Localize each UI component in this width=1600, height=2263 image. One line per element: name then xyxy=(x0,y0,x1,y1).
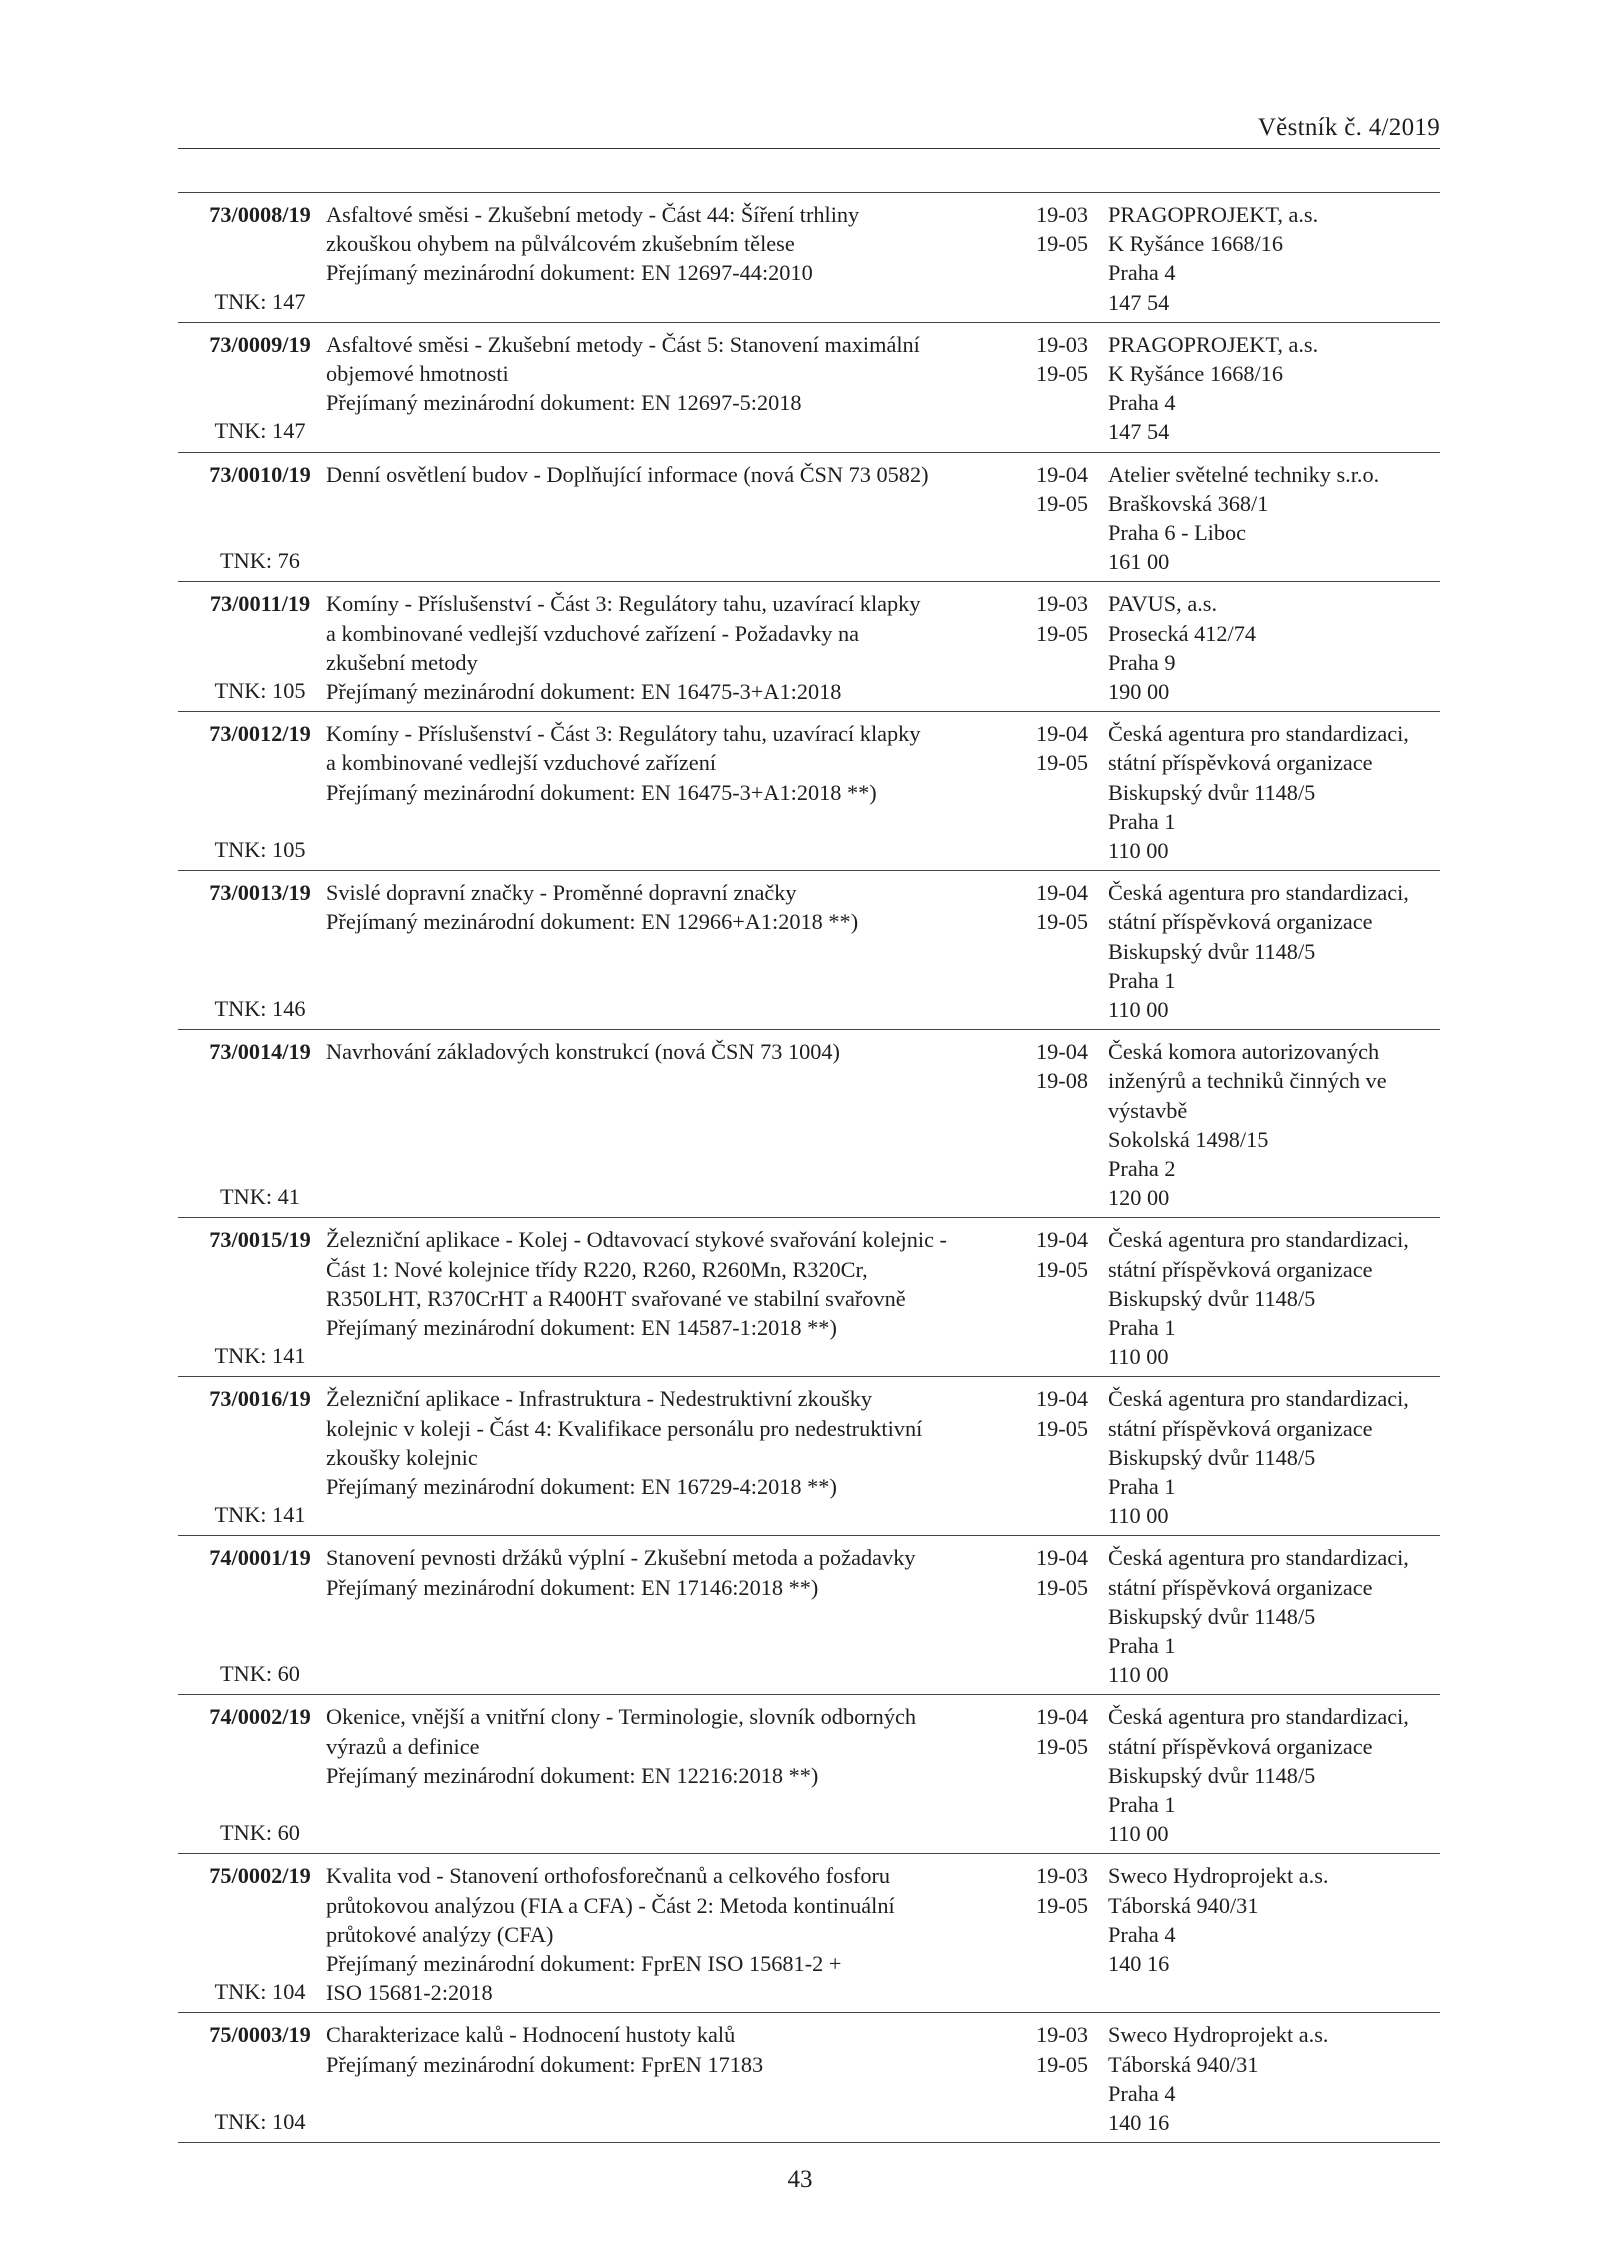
tnk-number: TNK: 147 xyxy=(214,288,306,314)
date-line: 19-04 xyxy=(1035,880,1089,906)
tnk-number: TNK: 60 xyxy=(220,1820,300,1846)
date-line: 19-05 xyxy=(1035,231,1089,257)
standard-title-line: Kvalita vod - Stanovení orthofosforečnanů a celkového fosforu xyxy=(326,1863,891,1889)
processor-line: 110 00 xyxy=(1108,1344,1169,1370)
standard-title-line: zkušební metody xyxy=(326,649,478,675)
standard-title-line: Přejímaný mezinárodní dokument: EN 12216:2018 **) xyxy=(326,1762,819,1788)
standard-title xyxy=(326,1384,1016,1501)
processor-line: Česká komora autorizovaných xyxy=(1108,1039,1380,1065)
processor-line: Praha 4 xyxy=(1108,260,1176,286)
processor-line: Biskupský dvůr 1148/5 xyxy=(1108,779,1316,805)
page-number: 43 xyxy=(787,2166,813,2193)
standard-code: 75/0003/19 xyxy=(209,2022,311,2048)
processor-line: 140 16 xyxy=(1108,2109,1170,2135)
standard-title-line: Přejímaný mezinárodní dokument: EN 16475-3+A1:2018 xyxy=(326,679,842,704)
processor-line: Táborská 940/31 xyxy=(1108,1892,1259,1918)
standard-entry xyxy=(178,1854,1440,2013)
standard-code: 73/0015/19 xyxy=(209,1227,311,1253)
processor-line: Atelier světelné techniky s.r.o. xyxy=(1108,461,1380,487)
standard-entry xyxy=(178,193,1440,323)
processor-line: 161 00 xyxy=(1108,549,1170,575)
standard-title-line: Přejímaný mezinárodní dokument: FprEN ISO 15681-2 + xyxy=(326,1950,842,1976)
processor-line: Česká agentura pro standardizaci, xyxy=(1108,1227,1409,1253)
date-line: 19-05 xyxy=(1035,1415,1089,1441)
standard-title xyxy=(326,1037,1016,1066)
tnk-number: TNK: 104 xyxy=(214,1979,306,2005)
standard-title-line: Část 1: Nové kolejnice třídy R220, R260, R260Mn, R320Cr, xyxy=(326,1256,868,1282)
processor-line: Česká agentura pro standardizaci, xyxy=(1108,1386,1409,1412)
dates xyxy=(1017,200,1107,258)
date-line: 19-03 xyxy=(1035,331,1089,357)
dates xyxy=(1017,719,1107,777)
standard-title-line: Přejímaný mezinárodní dokument: FprEN 17183 xyxy=(326,2051,764,2077)
dates xyxy=(1017,589,1107,647)
date-line: 19-05 xyxy=(1035,2051,1089,2077)
processor-line: Praha 1 xyxy=(1108,1791,1176,1817)
processor-line: 110 00 xyxy=(1108,997,1169,1022)
processor-line: Praha 2 xyxy=(1108,1156,1176,1181)
standard-code: 73/0009/19 xyxy=(209,331,311,357)
standard-entry xyxy=(178,453,1440,583)
tnk-number: TNK: 41 xyxy=(220,1184,300,1210)
processor-line: 120 00 xyxy=(1108,1185,1170,1211)
standard-entry xyxy=(178,871,1440,1030)
standard-title-line: Přejímaný mezinárodní dokument: EN 12697-5:2018 xyxy=(326,390,802,416)
processor-line: Táborská 940/31 xyxy=(1108,2051,1259,2077)
date-line: 19-04 xyxy=(1035,721,1089,747)
processor-line: PAVUS, a.s. xyxy=(1108,591,1218,617)
processor-line: PRAGOPROJEKT, a.s. xyxy=(1108,331,1319,357)
standard-title-line: Přejímaný mezinárodní dokument: EN 17146:2018 **) xyxy=(326,1574,819,1600)
standard-title-line: Železniční aplikace - Kolej - Odtavovací stykové svařování kolejnic - xyxy=(326,1227,947,1253)
processor-line: 140 16 xyxy=(1108,1950,1170,1976)
date-line: 19-04 xyxy=(1035,1704,1089,1730)
standard-title-line: Železniční aplikace - Infrastruktura - Nedestruktivní zkoušky xyxy=(326,1386,873,1412)
processor-line: Praha 1 xyxy=(1108,1632,1176,1658)
processor-line: Praha 1 xyxy=(1108,808,1176,834)
processor-line: Česká agentura pro standardizaci, xyxy=(1108,721,1409,747)
tnk-number: TNK: 146 xyxy=(214,995,306,1021)
processor-line: státní příspěvková organizace xyxy=(1108,750,1373,776)
processor-line: Praha 1 xyxy=(1108,1473,1176,1499)
processor xyxy=(1108,1543,1453,1689)
processor-line: 110 00 xyxy=(1108,1503,1169,1529)
standard-title-line: Přejímaný mezinárodní dokument: EN 12966+A1:2018 **) xyxy=(326,909,859,935)
date-line: 19-04 xyxy=(1035,461,1089,487)
processor-line: PRAGOPROJEKT, a.s. xyxy=(1108,202,1319,227)
date-line: 19-04 xyxy=(1035,1545,1089,1571)
standard-entry xyxy=(178,2013,1440,2143)
standard-title-line: Asfaltové směsi - Zkušební metody - Část 44: Šíření trhliny xyxy=(326,202,860,227)
standard-title xyxy=(326,878,1016,936)
processor-line: inženýrů a techniků činných ve xyxy=(1108,1068,1387,1094)
standard-title xyxy=(326,719,1016,807)
processor xyxy=(1108,200,1453,317)
date-line: 19-05 xyxy=(1035,1256,1089,1282)
date-line: 19-05 xyxy=(1035,1892,1089,1918)
standard-code: 74/0002/19 xyxy=(209,1704,311,1730)
standard-entry xyxy=(178,712,1440,871)
standard-code: 73/0010/19 xyxy=(209,461,311,487)
processor xyxy=(1108,1037,1453,1212)
standard-entry xyxy=(178,1218,1440,1377)
standards-list xyxy=(178,192,1440,2143)
date-line: 19-05 xyxy=(1035,1574,1089,1600)
standard-title-line: Přejímaný mezinárodní dokument: EN 16475-3+A1:2018 **) xyxy=(326,779,877,805)
date-line: 19-08 xyxy=(1035,1068,1089,1094)
standard-title xyxy=(326,1543,1016,1601)
standard-title-line: R350LHT, R370CrHT a R400HT svařované ve stabilní svařovně xyxy=(326,1285,906,1311)
standard-title xyxy=(326,200,1016,288)
tnk-number: TNK: 141 xyxy=(214,1502,306,1528)
date-line: 19-03 xyxy=(1035,2022,1089,2048)
standard-title-line: Charakterizace kalů - Hodnocení hustoty kalů xyxy=(326,2022,736,2048)
date-line: 19-03 xyxy=(1035,1863,1089,1889)
standard-entry xyxy=(178,1030,1440,1218)
standard-title xyxy=(326,1861,1016,2007)
standard-code: 73/0008/19 xyxy=(209,202,311,227)
standard-title-line: ISO 15681-2:2018 xyxy=(326,1980,493,2006)
processor-line: Sokolská 1498/15 xyxy=(1108,1126,1269,1152)
tnk-number: TNK: 147 xyxy=(214,418,306,444)
processor-line: Biskupský dvůr 1148/5 xyxy=(1108,1444,1316,1470)
dates xyxy=(1017,1384,1107,1442)
processor xyxy=(1108,460,1453,577)
date-line: 19-04 xyxy=(1035,1386,1089,1412)
date-line: 19-05 xyxy=(1035,1733,1089,1759)
date-line: 19-05 xyxy=(1035,620,1089,646)
standard-code: 73/0016/19 xyxy=(209,1386,311,1412)
dates xyxy=(1017,1702,1107,1760)
date-line: 19-05 xyxy=(1035,490,1089,516)
standard-title-line: Svislé dopravní značky - Proměnné dopravní značky xyxy=(326,880,797,906)
standard-entry xyxy=(178,1377,1440,1536)
processor-line: Biskupský dvůr 1148/5 xyxy=(1108,1285,1316,1311)
standard-title-line: a kombinované vedlejší vzduchové zařízení - Požadavky na xyxy=(326,620,860,646)
standard-entry xyxy=(178,1536,1440,1695)
standard-title-line: Komíny - Příslušenství - Část 3: Regulátory tahu, uzavírací klapky xyxy=(326,591,921,617)
processor-line: Česká agentura pro standardizaci, xyxy=(1108,1545,1409,1571)
tnk-number: TNK: 105 xyxy=(214,836,306,862)
standard-entry xyxy=(178,323,1440,453)
processor-line: státní příspěvková organizace xyxy=(1108,909,1373,935)
standard-code: 73/0011/19 xyxy=(209,591,311,617)
processor-line: Praha 6 - Liboc xyxy=(1108,520,1247,545)
processor xyxy=(1108,1702,1453,1848)
dates xyxy=(1017,1543,1107,1601)
standard-code: 73/0012/19 xyxy=(209,721,311,747)
dates xyxy=(1017,2020,1107,2078)
bulletin-title: Věstník č. 4/2019 xyxy=(1257,114,1440,141)
processor-line: 110 00 xyxy=(1108,838,1169,863)
dates xyxy=(1017,330,1107,388)
processor-line: Praha 4 xyxy=(1108,390,1176,416)
date-line: 19-05 xyxy=(1035,361,1089,386)
date-line: 19-04 xyxy=(1035,1039,1089,1065)
standard-title-line: Asfaltové směsi - Zkušební metody - Část 5: Stanovení maximální xyxy=(326,331,920,357)
processor xyxy=(1108,878,1453,1024)
processor-line: 147 54 xyxy=(1108,419,1170,445)
processor-line: Biskupský dvůr 1148/5 xyxy=(1108,1762,1316,1788)
processor-line: Prosecká 412/74 xyxy=(1108,620,1256,646)
processor-line: státní příspěvková organizace xyxy=(1108,1415,1373,1441)
date-line: 19-04 xyxy=(1035,1227,1089,1253)
processor-line: Praha 9 xyxy=(1108,649,1176,675)
processor-line: Sweco Hydroprojekt a.s. xyxy=(1108,2022,1329,2048)
processor xyxy=(1108,1225,1453,1371)
date-line: 19-05 xyxy=(1035,909,1089,935)
processor-line: Praha 1 xyxy=(1108,1314,1176,1340)
processor-line: Braškovská 368/1 xyxy=(1108,490,1269,516)
processor-line: K Ryšánce 1668/16 xyxy=(1108,361,1283,386)
dates xyxy=(1017,1037,1107,1095)
standard-title-line: zkouškou ohybem na půlválcovém zkušebním tělese xyxy=(326,231,795,257)
processor-line: Sweco Hydroprojekt a.s. xyxy=(1108,1863,1329,1889)
standard-title-line: Navrhování základových konstrukcí (nová ČSN 73 1004) xyxy=(326,1039,840,1065)
standard-title-line: výrazů a definice xyxy=(326,1733,480,1759)
standard-title xyxy=(326,589,1016,706)
date-line: 19-03 xyxy=(1035,202,1089,227)
tnk-number: TNK: 141 xyxy=(214,1343,306,1369)
standard-code: 75/0002/19 xyxy=(209,1863,311,1889)
standard-title-line: Přejímaný mezinárodní dokument: EN 12697-44:2010 xyxy=(326,260,813,286)
standard-title xyxy=(326,1225,1016,1342)
tnk-number: TNK: 60 xyxy=(220,1661,300,1687)
processor xyxy=(1108,589,1453,706)
processor-line: Praha 4 xyxy=(1108,2080,1176,2106)
processor-line: Česká agentura pro standardizaci, xyxy=(1108,1704,1409,1730)
standard-code: 73/0014/19 xyxy=(209,1039,311,1065)
standard-entry xyxy=(178,1695,1440,1854)
processor-line: 190 00 xyxy=(1108,679,1170,704)
standard-title-line: a kombinované vedlejší vzduchové zařízení xyxy=(326,750,717,776)
standard-title-line: Denní osvětlení budov - Doplňující informace (nová ČSN 73 0582) xyxy=(326,461,929,487)
standard-title-line: Stanovení pevnosti držáků výplní - Zkušební metoda a požadavky xyxy=(326,1545,916,1571)
processor-line: 110 00 xyxy=(1108,1821,1169,1847)
tnk-number: TNK: 105 xyxy=(214,677,306,703)
page-header xyxy=(178,108,1440,149)
standard-title xyxy=(326,2020,1016,2078)
processor-line: státní příspěvková organizace xyxy=(1108,1256,1373,1282)
processor-line: Praha 1 xyxy=(1108,967,1176,993)
standard-title xyxy=(326,330,1016,418)
standard-title-line: Přejímaný mezinárodní dokument: EN 14587-1:2018 **) xyxy=(326,1314,837,1340)
standard-title-line: průtokové analýzy (CFA) xyxy=(326,1921,554,1947)
processor xyxy=(1108,719,1453,865)
processor xyxy=(1108,1861,1453,1978)
processor-line: K Ryšánce 1668/16 xyxy=(1108,231,1283,257)
standard-entry xyxy=(178,582,1440,712)
standard-title-line: zkoušky kolejnic xyxy=(326,1444,478,1470)
dates xyxy=(1017,460,1107,518)
standard-code: 73/0013/19 xyxy=(209,880,311,906)
processor-line: Biskupský dvůr 1148/5 xyxy=(1108,1603,1316,1629)
processor-line: 147 54 xyxy=(1108,289,1170,315)
standard-title-line: objemové hmotnosti xyxy=(326,361,509,386)
tnk-number: TNK: 76 xyxy=(220,548,300,574)
processor-line: státní příspěvková organizace xyxy=(1108,1574,1373,1600)
processor xyxy=(1108,2020,1453,2137)
standard-title-line: průtokovou analýzou (FIA a CFA) - Část 2: Metoda kontinuální xyxy=(326,1892,895,1918)
standard-title xyxy=(326,1702,1016,1790)
tnk-number: TNK: 104 xyxy=(214,2108,306,2134)
date-line: 19-05 xyxy=(1035,750,1089,776)
standard-title-line: Okenice, vnější a vnitřní clony - Terminologie, slovník odborných xyxy=(326,1704,917,1730)
processor xyxy=(1108,1384,1453,1530)
processor-line: Praha 4 xyxy=(1108,1921,1176,1947)
date-line: 19-03 xyxy=(1035,591,1089,617)
processor-line: Biskupský dvůr 1148/5 xyxy=(1108,938,1316,964)
standard-title xyxy=(326,460,1016,489)
dates xyxy=(1017,878,1107,936)
processor-line: 110 00 xyxy=(1108,1662,1169,1688)
processor-line: Česká agentura pro standardizaci, xyxy=(1108,880,1409,906)
processor xyxy=(1108,330,1453,447)
processor-line: výstavbě xyxy=(1108,1097,1188,1123)
dates xyxy=(1017,1861,1107,1919)
standard-title-line: Komíny - Příslušenství - Část 3: Regulátory tahu, uzavírací klapky xyxy=(326,721,921,747)
standard-code: 74/0001/19 xyxy=(209,1545,311,1571)
dates xyxy=(1017,1225,1107,1283)
processor-line: státní příspěvková organizace xyxy=(1108,1733,1373,1759)
standard-title-line: kolejnic v koleji - Část 4: Kvalifikace personálu pro nedestruktivní xyxy=(326,1415,923,1441)
standard-title-line: Přejímaný mezinárodní dokument: EN 16729-4:2018 **) xyxy=(326,1473,837,1499)
